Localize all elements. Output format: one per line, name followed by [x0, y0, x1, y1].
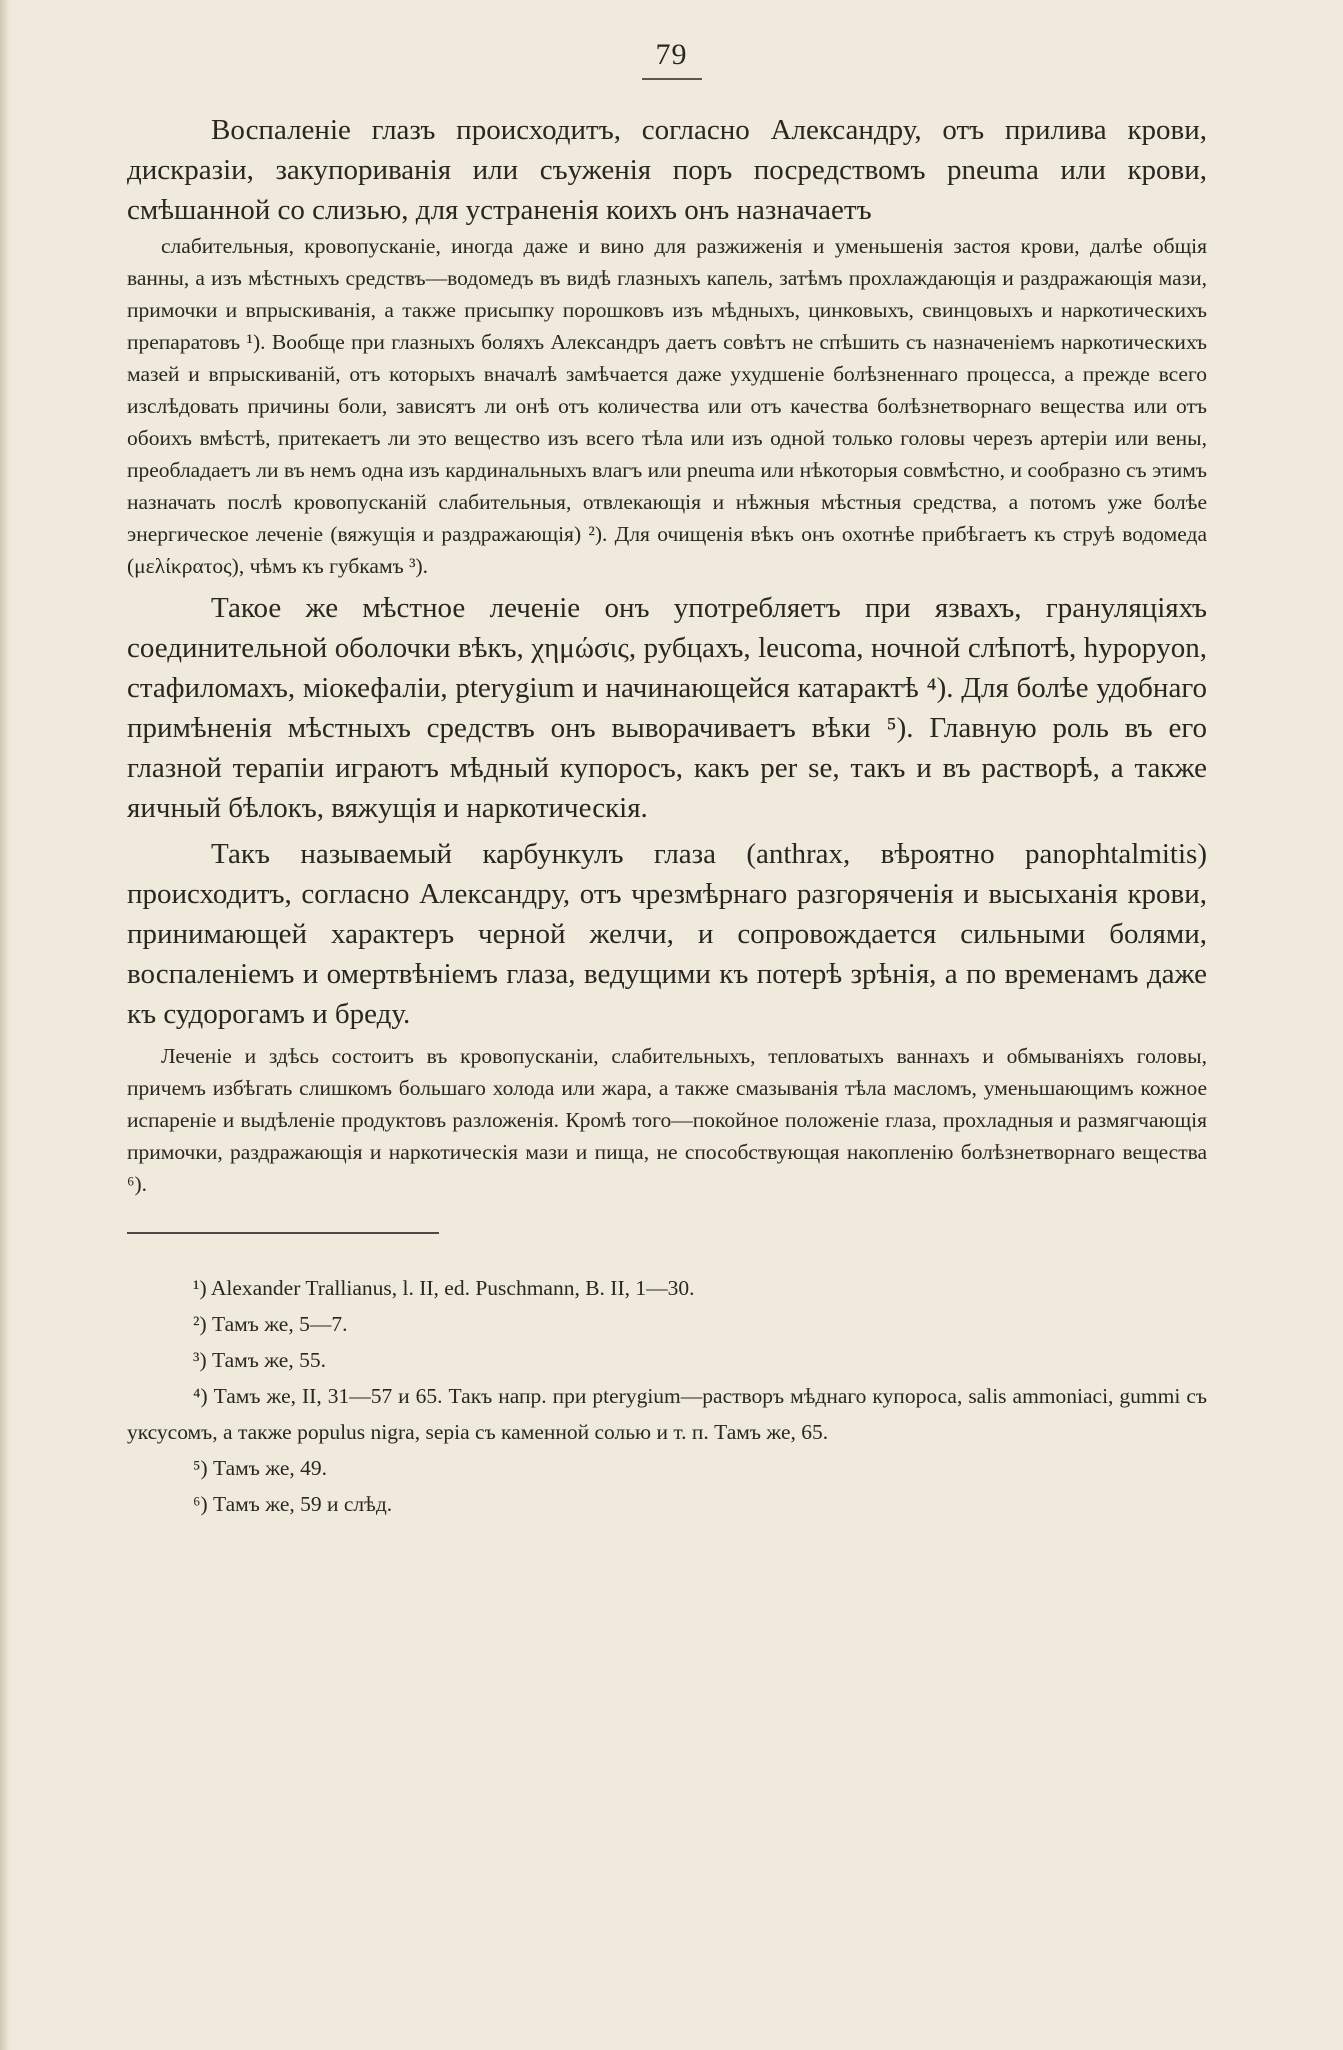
footnote-text: Alexander Trallianus, l. II, ed. Puschmann, B. II, 1—30.	[210, 1276, 695, 1300]
paragraph-eye-inflammation-treatment: слабительныя, кровопусканіе, иногда даже и вино для разжиженія и уменьшенія застоя крови, далѣе общія ванны, а изъ мѣстныхъ средствъ—водомедъ въ видѣ глазныхъ капель, затѣмъ прохлаждающія и раздражающія мази, примочки и впрыскиванія, а также присыпку порошковъ изъ мѣдныхъ, цинковыхъ, свинцовыхъ и наркотическихъ препаратовъ ¹). Вообще при глазныхъ боляхъ Александръ даетъ совѣтъ не спѣшить съ назначеніемъ наркотическихъ мазей и впрыскиваній, отъ которыхъ вначалѣ замѣчается даже ухудшеніе болѣзненнаго процесса, а прежде всего изслѣдовать причины боли, зависятъ ли онѣ отъ количества или отъ качества болѣзнетворнаго вещества или отъ обоихъ вмѣстѣ, притекаетъ ли это вещество изъ всего тѣла или изъ одной только головы черезъ артеріи или вены, преобладаетъ ли въ немъ одна изъ кардинальныхъ влагъ или pneuma или нѣкоторыя совмѣстно, и сообразно съ этимъ назначать послѣ кровопусканій слабительныя, отвлекающія и нѣжныя мѣстныя средства, а потомъ уже болѣе энергическое леченіе (вяжущія и раздражающія) ²). Для очищенія вѣкъ онъ охотнѣе прибѣгаетъ къ струѣ водомеда (μελίκρατος), чѣмъ къ губкамъ ³).	[127, 234, 1207, 578]
footnote-5	[127, 1450, 1207, 1486]
page-edge	[0, 0, 10, 2050]
paragraph-carbuncle-treatment: Леченіе и здѣсь состоитъ въ кровопусканіи, слабительныхъ, тепловатыхъ ваннахъ и обмываніяхъ головы, причемъ избѣгать слишкомъ большаго холода или жара, а также смазыванія тѣла масломъ, уменьшающимъ кожное испареніе и выдѣленіе продуктовъ разложенія. Кромѣ того—покойное положеніе глаза, прохладныя и размягчающія примочки, раздражающія и наркотическія мази и пища, не способствующая накопленію болѣзнетворнаго вещества ⁶).	[127, 1044, 1207, 1196]
footnote-mark: ³)	[193, 1348, 207, 1372]
footnote-4	[127, 1378, 1207, 1450]
footnote-1	[127, 1270, 1207, 1306]
footnote-mark: ⁵)	[193, 1456, 208, 1480]
footnote-divider	[127, 1232, 439, 1234]
page-body	[127, 110, 1207, 1522]
page-number: 79	[642, 38, 702, 80]
footnote-mark: ²)	[193, 1312, 207, 1336]
footnotes	[127, 1270, 1207, 1522]
paragraph-eye-inflammation: Воспаленіе глазъ происходитъ, согласно Александру, отъ прилива крови, дискразіи, закупориванія или съуженія поръ посредствомъ pneuma или крови, смѣшанной со слизью, для устраненія коихъ онъ назначаетъ	[127, 114, 1207, 226]
footnote-text: Тамъ же, 5—7.	[211, 1312, 348, 1336]
footnote-text: Тамъ же, 49.	[213, 1456, 328, 1480]
footnote-text: Тамъ же, II, 31—57 и 65. Такъ напр. при pterygium—растворъ мѣднаго купороса, salis ammoniaci, gummi съ уксусомъ, а также populus nigra, sepia съ каменной солью и т. п. Тамъ же, 65.	[127, 1384, 1208, 1444]
footnote-mark: ⁴)	[193, 1384, 208, 1408]
footnote-mark: ¹)	[193, 1276, 207, 1300]
paragraph-local-treatment: Такое же мѣстное леченіе онъ употребляетъ при язвахъ, грануляціяхъ соединительной оболочки вѣкъ, χημώσις, рубцахъ, leucoma, ночной слѣпотѣ, hypopyon, стафиломахъ, міокефаліи, pterygium и начинающейся катарактѣ ⁴). Для болѣе удобнаго примѣненія мѣстныхъ средствъ онъ выворачиваетъ вѣки ⁵). Главную роль въ его глазной терапіи играютъ мѣдный купоросъ, какъ per se, такъ и въ растворѣ, а также яичный бѣлокъ, вяжущія и наркотическія.	[127, 592, 1207, 824]
footnote-3	[127, 1342, 1207, 1378]
footnote-6	[127, 1486, 1207, 1522]
footnote-mark: ⁶)	[193, 1492, 208, 1516]
footnote-2	[127, 1306, 1207, 1342]
page-header	[0, 38, 1343, 80]
footnote-text: Тамъ же, 55.	[211, 1348, 326, 1372]
paragraph-eye-carbuncle: Такъ называемый карбункулъ глаза (anthrax, вѣроятно panophtalmitis) происходитъ, согласно Александру, отъ чрезмѣрнаго разгоряченія и высыханія крови, принимающей характеръ черной желчи, и сопровождается сильными болями, воспаленіемъ и омертвѣніемъ глаза, ведущими къ потерѣ зрѣнія, а по временамъ даже къ судорогамъ и бреду.	[127, 838, 1207, 1030]
footnote-text: Тамъ же, 59 и слѣд.	[213, 1492, 393, 1516]
